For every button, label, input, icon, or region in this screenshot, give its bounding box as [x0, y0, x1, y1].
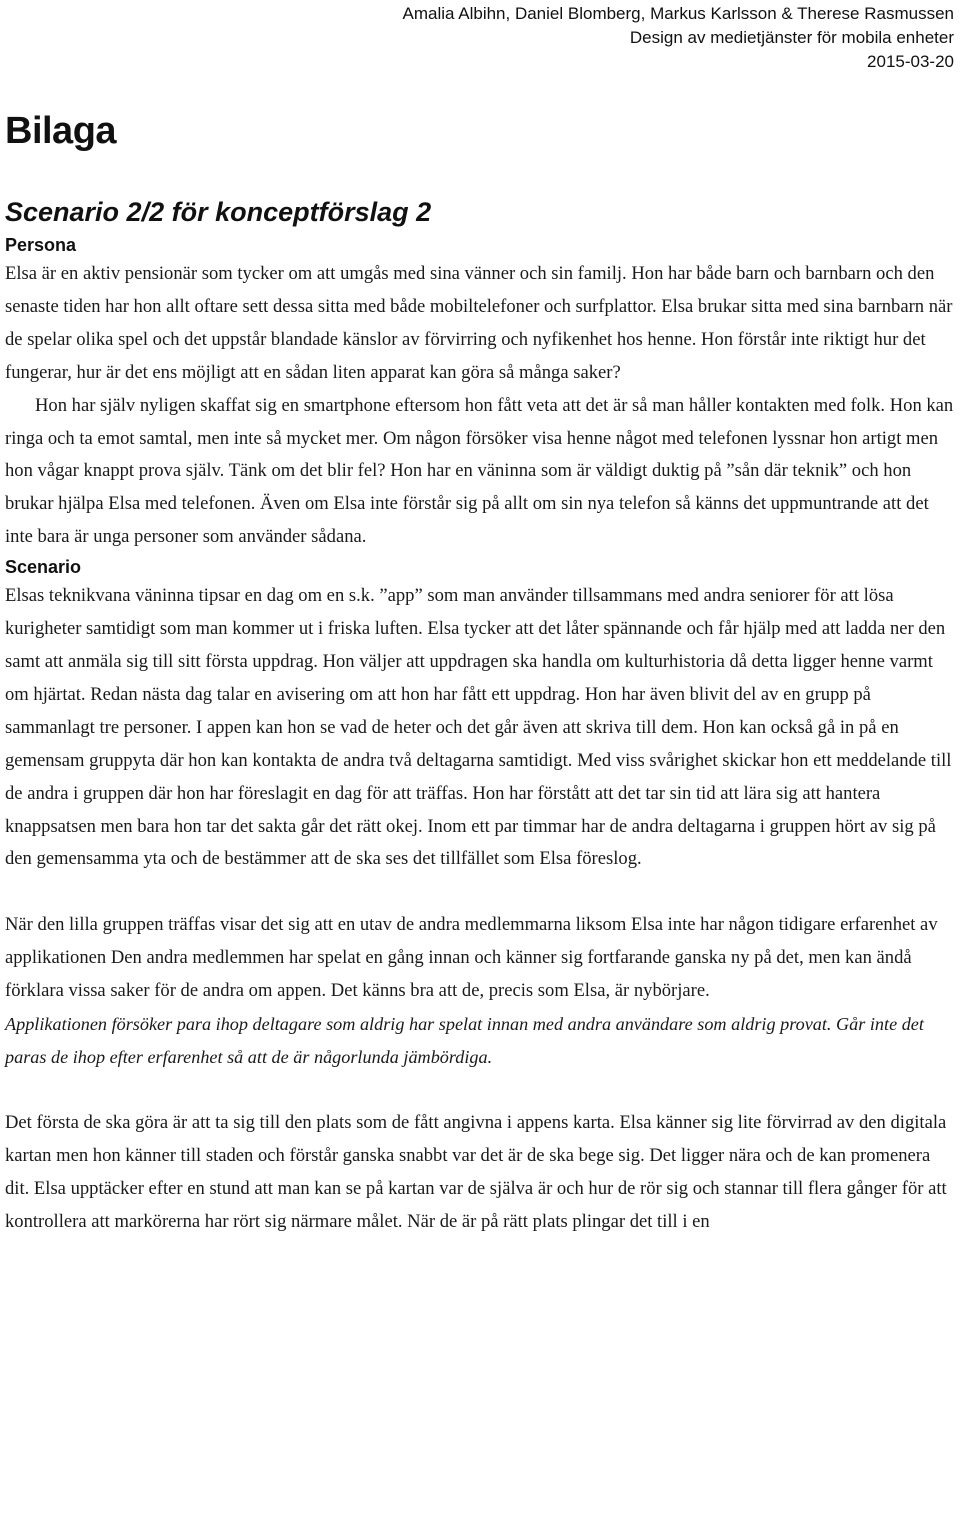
scenario-paragraph-2: När den lilla gruppen träffas visar det sig att en utav de andra medlemmarna liksom Elsa inte har någon tidigare erfarenhet av applikationen Den andra medlemmen har spelat en gång innan och känner sig fortfarande ganska ny på det, men kan ändå förklara vissa saker för de andra om appen. Det känns bra att de, precis som Elsa, är nybörjare.	[5, 914, 938, 1002]
persona-paragraph-2: Hon har själv nyligen skaffat sig en smartphone eftersom hon fått veta att det är så man håller kontakten med folk. Hon kan ringa och ta emot samtal, men inte så mycket mer. Om någon försöker visa henne något med telefonen lyssnar hon artigt men hon vågar knappt prova själv. Tänk om det blir fel? Hon har en väninna som är väldigt duktig på ”sån där teknik” och hon brukar hjälpa Elsa med telefonen. Även om Elsa inte förstår sig på allt om sin nya telefon så känns det uppmuntrande att det inte bara är unga personer som använder sådana.	[5, 394, 954, 548]
header-authors: Amalia Albihn, Daniel Blomberg, Markus Karlsson & Therese Rasmussen	[402, 4, 954, 23]
page-header	[403, 2, 955, 74]
header-date: 2015-03-20	[867, 52, 954, 71]
persona-paragraph-1: Elsa är en aktiv pensionär som tycker om att umgås med sina vänner och sin familj. Hon har både barn och barnbarn och den senaste tiden har hon allt oftare sett dessa sitta med både mobiltelefoner och surfplattor. Elsa brukar sitta med sina barnbarn när de spelar olika spel och det uppstår blandade känslor av förvirring och nyfikenhet hos henne. Hon förstår inte riktigt hur det fungerar, hur är det ens möjligt att en sådan liten apparat kan göra så många saker?	[5, 263, 953, 383]
scenario-paragraph-1: Elsas teknikvana väninna tipsar en dag om en s.k. ”app” som man använder tillsammans med andra seniorer för att lösa kurigheter samtidigt som man kommer ut i friska luften. Elsa tycker att det låter spännande och får hjälp med att ladda ner den samt att anmäla sig till sitt första uppdrag. Hon väljer att uppdragen ska handla om kulturhistoria då detta ligger henne varmt om hjärtat. Redan nästa dag talar en avisering om att hon har fått ett uppdrag. Hon har även blivit del av en grupp på sammanlagt tre personer. I appen kan hon se vad de heter och det går även att skriva till dem. Hon kan också gå in på en gemensam gruppyta där hon kan kontakta de andra två deltagarna samtidigt. Med viss svårighet skickar hon ett meddelande till de andra i gruppen där hon har föreslagit en dag för att träffas. Hon har förstått att det tar sin tid att lära sig att hantera knappsatsen men bara hon tar det sakta går det rätt okej. Inom ett par timmar har de andra deltagarna i gruppen hört av sig på den gemensamma yta och de bestämmer att de ska ses det tillfället som Elsa föreslog.	[5, 585, 952, 870]
scenario-paragraph-3: Det första de ska göra är att ta sig till den plats som de fått angivna i appens karta. Elsa känner sig lite förvirrad av den digitala kartan men hon känner till staden och förstår ganska snabbt var det är de ska bege sig. Det ligger nära och de kan promenera dit. Elsa upptäcker efter en stund att man kan se på kartan var de själva är och hur de rör sig och stannar till flera gånger för att kontrollera att markörerna har rört sig närmare målet. När de är på rätt plats plingar det till i en	[5, 1111, 947, 1232]
persona-heading: Persona	[5, 235, 77, 255]
document-body	[5, 102, 959, 1238]
header-course: Design av medietjänster för mobila enheter	[629, 28, 954, 47]
paragraph-gap	[5, 876, 959, 909]
paragraph-gap	[5, 1074, 959, 1107]
scenario-heading: Scenario	[5, 557, 82, 578]
document-subtitle: Scenario 2/2 för konceptförslag 2	[5, 197, 432, 227]
page-title: Bilaga	[5, 110, 117, 152]
scenario-italic-note: Applikationen försöker para ihop deltagare som aldrig har spelat innan med andra användare som aldrig provat. Går inte det paras de ihop efter erfarenhet så att de är någorlunda jämbördiga.	[5, 1014, 924, 1067]
